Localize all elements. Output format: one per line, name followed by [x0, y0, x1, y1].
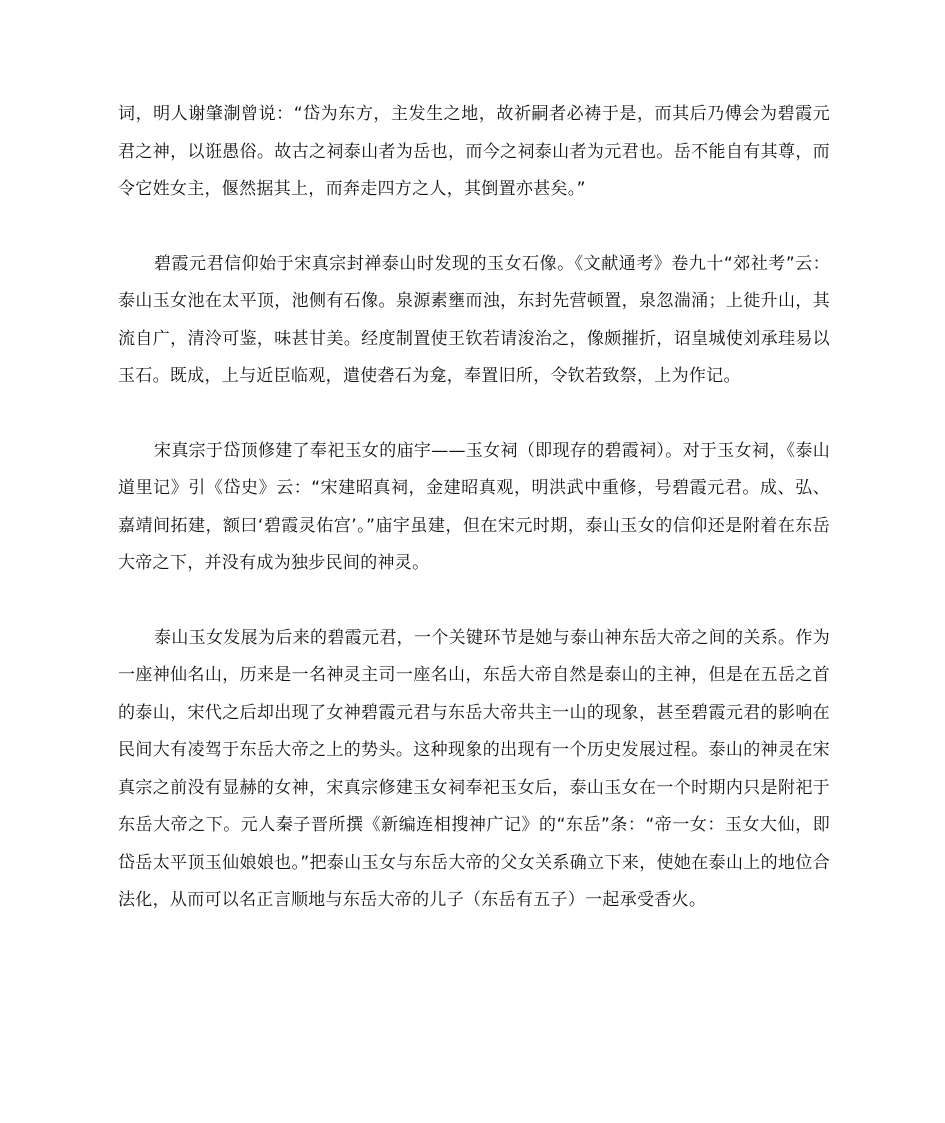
paragraph-continuation: 词，明人谢肇淛曾说：“岱为东方，主发生之地，故祈嗣者必祷于是，而其后乃傅会为碧霞元君之神，以诳愚俗。故古之祠泰山者为岳也，而今之祠泰山者为元君也。岳不能自有其尊，而令它姓女主，偃然据其上，而奔走四方之人，其倒置亦甚矣。”	[118, 104, 830, 199]
paragraph-spacer	[118, 209, 830, 246]
paragraph-origin-of-belief: 碧霞元君信仰始于宋真宗封禅泰山时发现的玉女石像。《文献通考》卷九十“郊社考”云：泰山玉女池在太平顶，池侧有石像。泉源素壅而浊，东封先营顿置，泉忽湍涌；上徙升山，其流自广，清泠可鉴，味甚甘美。经度制置使王钦若请浚治之，像颇摧折，诏皇城使刘承珪易以玉石。既成，上与近臣临观，遣使砻石为龛，奉置旧所，令钦若致祭，上为作记。	[118, 253, 830, 386]
paragraph-relationship-with-dongyue: 泰山玉女发展为后来的碧霞元君，一个关键环节是她与泰山神东岳大帝之间的关系。作为一座神仙名山，历来是一名神灵主司一座名山，东岳大帝自然是泰山的主神，但是在五岳之首的泰山，宋代之后却出现了女神碧霞元君与东岳大帝共主一山的现象，甚至碧霞元君的影响在民间大有凌驾于东岳大帝之上的势头。这种现象的出现有一个历史发展过程。泰山的神灵在宋真宗之前没有显赫的女神，宋真宗修建玉女祠奉祀玉女后，泰山玉女在一个时期内只是附祀于东岳大帝之下。元人秦子晋所撰《新编连相搜神广记》的“东岳”条：“帝一女：玉女大仙，即岱岳太平顶玉仙娘娘也。”把泰山玉女与东岳大帝的父女关系确立下来，使她在泰山上的地位合法化，从而可以名正言顺地与东岳大帝的儿子（东岳有五子）一起承受香火。	[118, 627, 830, 910]
paragraph-spacer	[118, 396, 830, 433]
paragraph-temple-construction: 宋真宗于岱顶修建了奉祀玉女的庙宇——玉女祠（即现存的碧霞祠）。对于玉女祠，《泰山道里记》引《岱史》云：“宋建昭真祠，金建昭真观，明洪武中重修，号碧霞元君。成、弘、嘉靖间拓建，额曰‘碧霞灵佑宫’。”庙宇虽建，但在宋元时期，泰山玉女的信仰还是附着在东岳大帝之下，并没有成为独步民间的神灵。	[118, 440, 830, 573]
paragraph-spacer	[118, 583, 830, 620]
document-page	[118, 96, 830, 920]
